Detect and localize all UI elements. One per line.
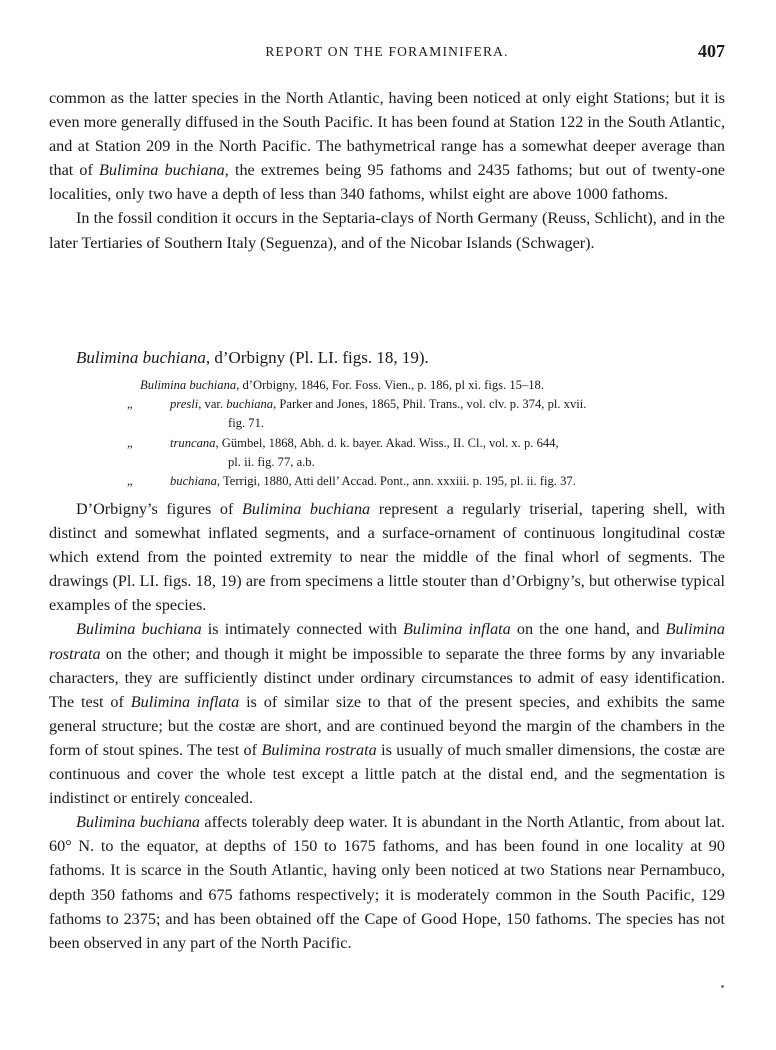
text-run: on the one hand, and	[510, 620, 666, 639]
text-run: represent a regularly triserial, tapering shell, with distinct and somewhat inflated segments, and a surface-ornament of continuous longitudinal costæ which extend from the pointed extremity to near the middle of the final whorl of segments. The drawings (Pl. LI. figs. 18, 19) are from specimens a little stouter than d’Orbigny’s, but otherwise typical examples of the species.	[49, 500, 725, 615]
synonym-name: buchiana	[170, 474, 217, 489]
text-run: is intimately connected with	[201, 620, 404, 639]
italic-taxon-name: Bulimina rostrata	[261, 740, 377, 759]
synonym-reference: , d’Orbigny, 1846, For. Foss. Vien., p. 186, pl xi. figs. 15–18.	[236, 378, 545, 392]
synonym-reference: , var.	[198, 397, 227, 412]
paragraph	[49, 206, 725, 254]
synonym-reference: , Terrigi, 1880, Atti dell’ Accad. Pont., ann. xxxiii. p. 195, pl. ii. fig. 37.	[216, 474, 576, 489]
paragraph	[49, 810, 725, 955]
text-run: In the fossil condition it occurs in the Septaria-clays of North Germany (Reuss, Schlicht), and in the later Tertiaries of Southern Italy (Seguenza), and of the Nicobar Islands (Schwager).	[49, 209, 725, 252]
synonymy-entry	[127, 395, 726, 433]
text-run: common as the latter species in the North Atlantic, having been noticed at only eight Stations; but it is even more generally diffused in the South Pacific. It has been found at Station 122 in the South Atlantic, and at Station 209 in the North Pacific. The bathymetrical range has a somewhat deeper average than that of	[49, 89, 725, 180]
italic-taxon-name: Bulimina rostrata	[49, 620, 725, 663]
text-run: is of similar size to that of the present species, and exhibits the same general structure; but the costæ are short, and are continued beyond the margin of the chambers in the form of stout spines. The test of	[49, 692, 725, 759]
species-name: Bulimina buchiana	[76, 348, 206, 367]
synonymy-entry	[140, 376, 726, 395]
italic-taxon-name: Bulimina buchiana	[241, 500, 371, 518]
paragraph	[49, 617, 725, 810]
running-header	[49, 41, 725, 68]
italic-taxon-name: Bulimina buchiana	[76, 620, 202, 639]
synonym-reference-wrap: pl. ii. fig. 77, a.b.	[228, 454, 315, 469]
synonymy-entry	[127, 472, 726, 491]
italic-taxon-name: Bulimina inflata	[130, 692, 240, 711]
synonym-reference-cont: , Parker and Jones, 1865, Phil. Trans., vol. clv. p. 374, pl. xvii.	[273, 397, 587, 412]
ditto-mark: „	[127, 397, 133, 412]
text-run: is usually of much smaller dimensions, the costæ are continuous and cover the whole test except a little patch at the distal end, and the segmentation is indistinct or entirely concealed.	[49, 740, 725, 808]
running-title: REPORT ON THE FORAMINIFERA.	[265, 44, 509, 59]
synonym-reference: , Gümbel, 1868, Abh. d. k. bayer. Akad. Wiss., II. Cl., vol. x. p. 644,	[215, 435, 559, 450]
text-run: on the other; and though it might be impossible to separate the three forms by any invariable characters, they are sufficiently distinct under ordinary circumstances to admit of easy identification. The test of	[49, 644, 725, 711]
synonym-reference-wrap: fig. 71.	[228, 416, 265, 431]
ditto-mark: „	[127, 474, 133, 489]
synonym-variety-name: buchiana	[226, 397, 274, 412]
page-number: 407	[698, 41, 725, 61]
italic-taxon-name: Bulimina buchiana	[76, 813, 201, 832]
italic-taxon-name: Bulimina buchiana	[99, 161, 225, 180]
synonym-name: truncana	[170, 435, 216, 450]
text-run: affects tolerably deep water. It is abundant in the North Atlantic, from about lat. 60° N. to the equator, at depths of 150 to 1675 fathoms, and has been found in one locality at 90 fathoms. It is scarce in the South Atlantic, having only been noticed at two Stations near Pernambuco, depth 350 fathoms and 675 fathoms respectively; it is moderately common in the South Pacific, 129 fathoms to 2375; and has been obtained off the Cape of Good Hope, 150 fathoms. The species has not been observed in any part of the North Pacific.	[49, 813, 725, 952]
print-speck	[721, 985, 724, 988]
species-authority: , d’Orbigny (Pl. LI. figs. 18, 19).	[205, 348, 429, 367]
ditto-mark: „	[127, 435, 133, 450]
synonym-name: Bulimina buchiana	[140, 378, 237, 392]
bottom-text-block	[49, 497, 725, 955]
synonymy-list	[127, 376, 726, 491]
top-text-block	[49, 86, 725, 255]
paragraph	[49, 497, 725, 617]
species-heading	[76, 346, 726, 370]
text-run: D’Orbigny’s figures of	[76, 500, 242, 518]
italic-taxon-name: Bulimina inflata	[403, 620, 511, 639]
synonymy-entry	[127, 434, 726, 472]
synonym-name: presli	[170, 397, 199, 412]
paragraph	[49, 86, 725, 206]
text-run: , the extremes being 95 fathoms and 2435 fathoms; but out of twenty-one localities, only two have a depth of less than 340 fathoms, whilst eight are above 1000 fathoms.	[49, 161, 725, 204]
